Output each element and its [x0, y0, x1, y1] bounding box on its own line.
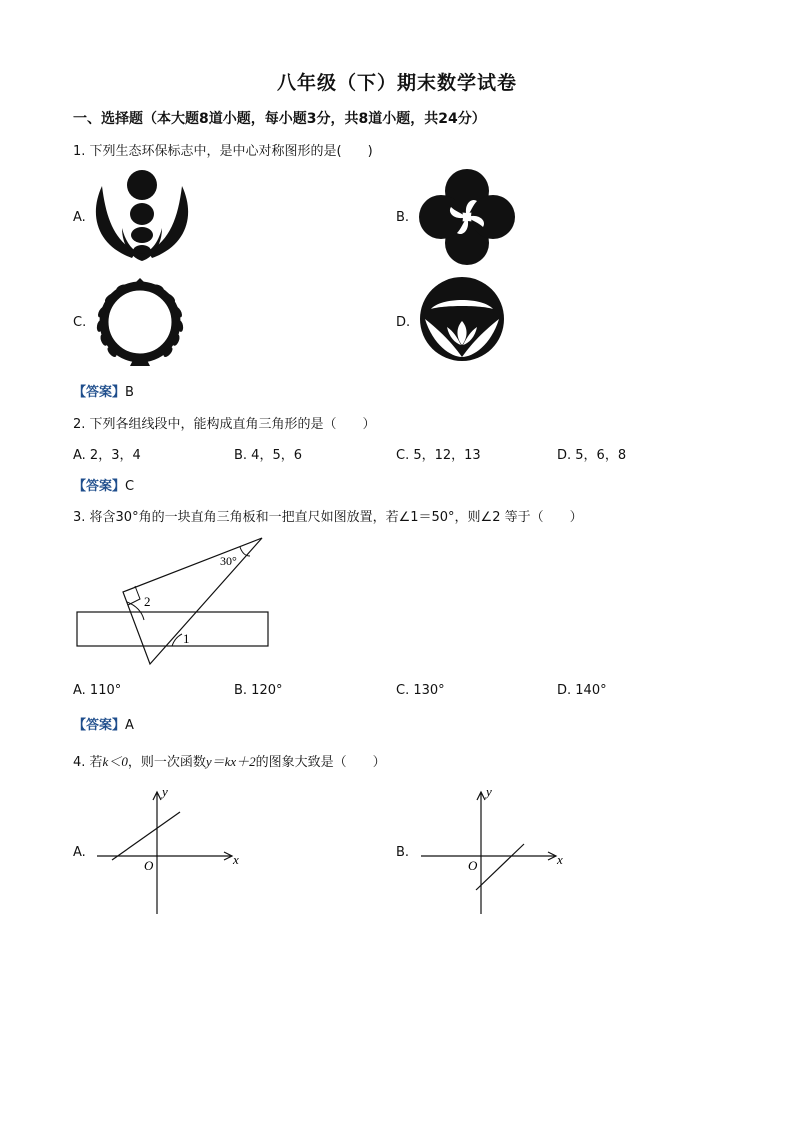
q4-text-a: 4. 若: [73, 755, 103, 770]
q1-label-d: D.: [396, 315, 411, 330]
q1-label-b: B.: [396, 210, 410, 225]
question-4: [73, 751, 386, 770]
origin-label: O: [144, 858, 154, 873]
label-30: 30°: [220, 554, 237, 568]
q3-answer-value: A: [125, 718, 134, 733]
ruler-rect: [77, 612, 268, 646]
answer-tag: 【答案】: [73, 718, 126, 733]
q2-option-c: C. 5，12，13: [396, 448, 481, 463]
x-label: x: [233, 852, 239, 867]
graph-a: [92, 786, 252, 918]
graph-a-line: [112, 812, 180, 860]
question-3: 3. 将含30°角的一块直角三角板和一把直尺如图放置，若∠1＝50°，则∠2 等于（ ）: [73, 510, 583, 525]
q4-label-a: A.: [73, 845, 86, 860]
label-angle-2: 2: [144, 594, 151, 609]
q4-text-b: ，则一次函数: [127, 755, 206, 770]
q1-answer: [73, 381, 134, 400]
q3-option-b: B. 120°: [234, 683, 283, 698]
answer-tag: 【答案】: [73, 385, 126, 400]
q3-option-d: D. 140°: [557, 683, 607, 698]
x-label: x: [557, 852, 563, 867]
section-heading: 一、选择题（本大题8道小题，每小题3分，共8道小题，共24分）: [73, 111, 486, 127]
eco-logo-d-icon: [417, 275, 507, 363]
q4-text-c: 的图象大致是（ ）: [255, 755, 386, 770]
eco-logo-b-icon: [415, 167, 519, 267]
question-1: 1. 下列生态环保标志中，是中心对称图形的是( ): [73, 144, 373, 159]
graph-b: [416, 786, 576, 918]
question-2: 2. 下列各组线段中，能构成直角三角形的是（ ）: [73, 417, 376, 432]
q4-label-b: B.: [396, 845, 410, 860]
q1-answer-value: B: [125, 385, 134, 400]
q1-label-a: A.: [73, 210, 86, 225]
q3-option-a: A. 110°: [73, 683, 122, 698]
triangle-ruler-figure: [70, 532, 280, 672]
q2-option-d: D. 5，6，8: [557, 448, 627, 463]
q4-function: y＝kx＋2: [205, 754, 256, 769]
page-title: 八年级（下）期末数学试卷: [276, 72, 517, 94]
q3-option-c: C. 130°: [396, 683, 445, 698]
y-label: y: [162, 786, 168, 799]
angle-30-arc: [240, 547, 250, 556]
eco-logo-a-icon: [92, 168, 192, 266]
angle-1-arc: [172, 634, 182, 646]
q2-option-a: A. 2，3，4: [73, 448, 141, 463]
q1-label-c: C.: [73, 315, 87, 330]
graph-b-line: [476, 844, 524, 890]
eco-logo-c-icon: [88, 272, 192, 370]
label-angle-1: 1: [183, 631, 190, 646]
q2-option-b: B. 4，5，6: [234, 448, 302, 463]
q3-answer: [73, 714, 134, 733]
origin-label: O: [468, 858, 478, 873]
q4-condition: k＜0: [102, 754, 128, 769]
answer-tag: 【答案】: [73, 479, 126, 494]
q2-answer-value: C: [125, 479, 135, 494]
y-label: y: [486, 786, 492, 799]
q2-answer: [73, 475, 134, 494]
